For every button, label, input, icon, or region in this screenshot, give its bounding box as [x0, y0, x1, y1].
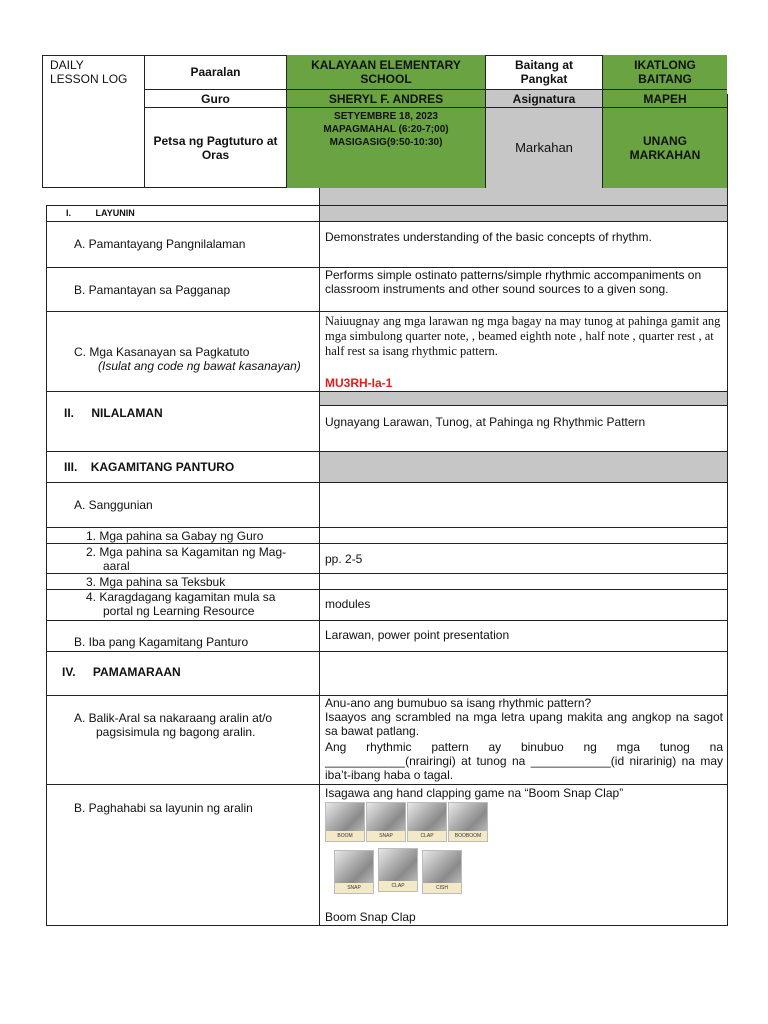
iba-value: Larawan, power point presentation: [325, 628, 510, 642]
row-c-label: C. Mga Kasanayan sa Pagkatuto: [74, 345, 250, 359]
item2-label-a: 2. Mga pahina sa Kagamitan ng Mag-: [86, 545, 287, 559]
kagamitan-title: KAGAMITANG PANTURO: [90, 460, 235, 474]
nilalaman-num: II.: [64, 406, 75, 420]
guro-label: Guro: [145, 90, 286, 108]
lesson-date: SETYEMBRE 18, 2023: [334, 111, 438, 122]
balik-aral-label-a: A. Balik-Aral sa nakaraang aralin at/o: [74, 711, 273, 725]
iba-divider: [319, 620, 320, 652]
row-b-divider: [319, 267, 320, 312]
nilalaman-title: NILALAMAN: [91, 406, 163, 420]
item1-label: 1. Mga pahina sa Gabay ng Guro: [86, 529, 264, 543]
teacher-name: SHERYL F. ANDRES: [286, 90, 486, 108]
cish-image: [422, 850, 462, 894]
balik-aral-divider: [319, 695, 320, 785]
snap-image-2: [334, 850, 374, 894]
iba-label: B. Iba pang Kagamitang Panturo: [74, 635, 249, 649]
divider: [727, 94, 728, 188]
item4-value: modules: [325, 597, 371, 611]
clap-image-2: [378, 848, 418, 892]
paghahabi-line1: Isagawa ang hand clapping game na “Boom Snap Clap”: [325, 786, 624, 800]
clap-image: [407, 802, 447, 842]
item1-divider: [319, 527, 320, 544]
date-time-cell: [286, 108, 486, 188]
tile-caption: CLAP: [408, 831, 446, 841]
time-slot-1: MAPAGMAHAL (6:20-7;00): [323, 124, 449, 135]
item4-label-b: portal ng Learning Resource: [103, 604, 255, 618]
tile-caption: BOOBOOM: [449, 831, 487, 841]
tile-caption: SNAP: [367, 831, 405, 841]
petsa-label: Petsa ng Pagtuturo at Oras: [153, 134, 278, 162]
pamamaraan-num: IV.: [62, 665, 76, 679]
paaralan-label: Paaralan: [145, 55, 286, 90]
row-a-label: A. Pamantayang Pangnilalaman: [74, 237, 246, 251]
item2-label-b: aaral: [103, 559, 130, 573]
tile-caption: CLAP: [379, 881, 417, 891]
layunin-heading: [66, 206, 135, 221]
boomboom-image: [448, 802, 488, 842]
row-b-value: Performs simple ostinato patterns/simple rhythmic accompaniments on classroom instruments and other sound sources to a given song.: [325, 268, 702, 296]
layunin-title: LAYUNIN: [95, 208, 135, 218]
item3-label: 3. Mga pahina sa Teksbuk: [86, 575, 226, 589]
kagamitan-grey: [319, 452, 727, 482]
item2-divider: [319, 543, 320, 574]
boom-image: [325, 802, 365, 842]
sanggunian-label: A. Sanggunian: [74, 498, 153, 512]
row-c-sub: (Isulat ang code ng bawat kasanayan): [98, 359, 301, 373]
row-c-divider: [319, 311, 320, 392]
asignatura-label: Asignatura: [486, 90, 602, 108]
kagamitan-num: III.: [64, 460, 78, 474]
row-b-label: B. Pamantayan sa Pagganap: [74, 283, 231, 297]
kagamitan-heading: [64, 460, 234, 474]
layunin-grey-right: [319, 206, 727, 221]
balik-aral-line2: Isaayos ang scrambled na mga letra upang makita ang angkop na sagot sa bawat patlang.: [325, 710, 723, 738]
pamamaraan-divider: [319, 651, 320, 696]
daily-lesson-log: DAILY LESSON LOG: [50, 58, 128, 86]
pamamaraan-heading: [62, 665, 181, 679]
markahan-value: UNANG MARKAHAN: [602, 108, 727, 188]
balik-aral-line3: Ang rhythmic pattern ay binubuo ng mga tunog na ____________(nrairingi) at tunog na ____________(id nirarinig) na may iba’t-ibang haba o tagal.: [325, 740, 723, 782]
balik-aral-line1: Anu-ano ang bumubuo sa isang rhythmic pattern?: [325, 696, 592, 710]
paghahabi-last: Boom Snap Clap: [325, 910, 416, 924]
school-name: KALAYAAN ELEMENTARY SCHOOL: [286, 55, 486, 90]
row-a-value: Demonstrates understanding of the basic concepts of rhythm.: [325, 230, 652, 244]
time-slot-2: MASIGASIG(9:50-10:30): [329, 137, 443, 148]
sanggunian-divider: [319, 482, 320, 528]
pamamaraan-title: PAMAMARAAN: [92, 665, 181, 679]
layunin-num: I.: [66, 208, 72, 218]
tile-caption: CISH: [423, 883, 461, 893]
snap-image: [366, 802, 406, 842]
item2-value: pp. 2-5: [325, 552, 363, 566]
asignatura-value: MAPEH: [602, 90, 727, 108]
tile-caption: SNAP: [335, 883, 373, 893]
competency-code: MU3RH-Ia-1: [325, 376, 393, 390]
item4-label-a: 4. Karagdagang kagamitan mula sa: [86, 590, 276, 604]
nilalaman-grey-bar: [320, 392, 727, 406]
layunin-grey-bar: [319, 188, 728, 205]
nilalaman-value: Ugnayang Larawan, Tunog, at Pahinga ng Rhythmic Pattern: [325, 415, 646, 429]
markahan-label: Markahan: [486, 108, 602, 188]
daily-lesson-log-cell: [42, 55, 145, 188]
row-c-value: Naiuugnay ang mga larawan ng mga bagay na may tunog at pahinga gamit ang mga simbulong quarter note, , beamed eighth note , half note , quarter rest , at half rest sa isang rhythmic pattern.: [325, 314, 721, 358]
baitang-label: Baitang at Pangkat: [486, 55, 602, 90]
tile-caption: BOOM: [326, 831, 364, 841]
item4-divider: [319, 589, 320, 621]
row-a-divider: [319, 221, 320, 268]
paghahabi-divider: [319, 784, 320, 926]
balik-aral-label-b: pagsisimula ng bagong aralin.: [96, 725, 256, 739]
baitang-value: IKATLONG BAITANG: [602, 55, 727, 90]
item3-divider: [319, 573, 320, 590]
paghahabi-label: B. Paghahabi sa layunin ng aralin: [74, 801, 253, 815]
nilalaman-heading: [64, 406, 163, 420]
